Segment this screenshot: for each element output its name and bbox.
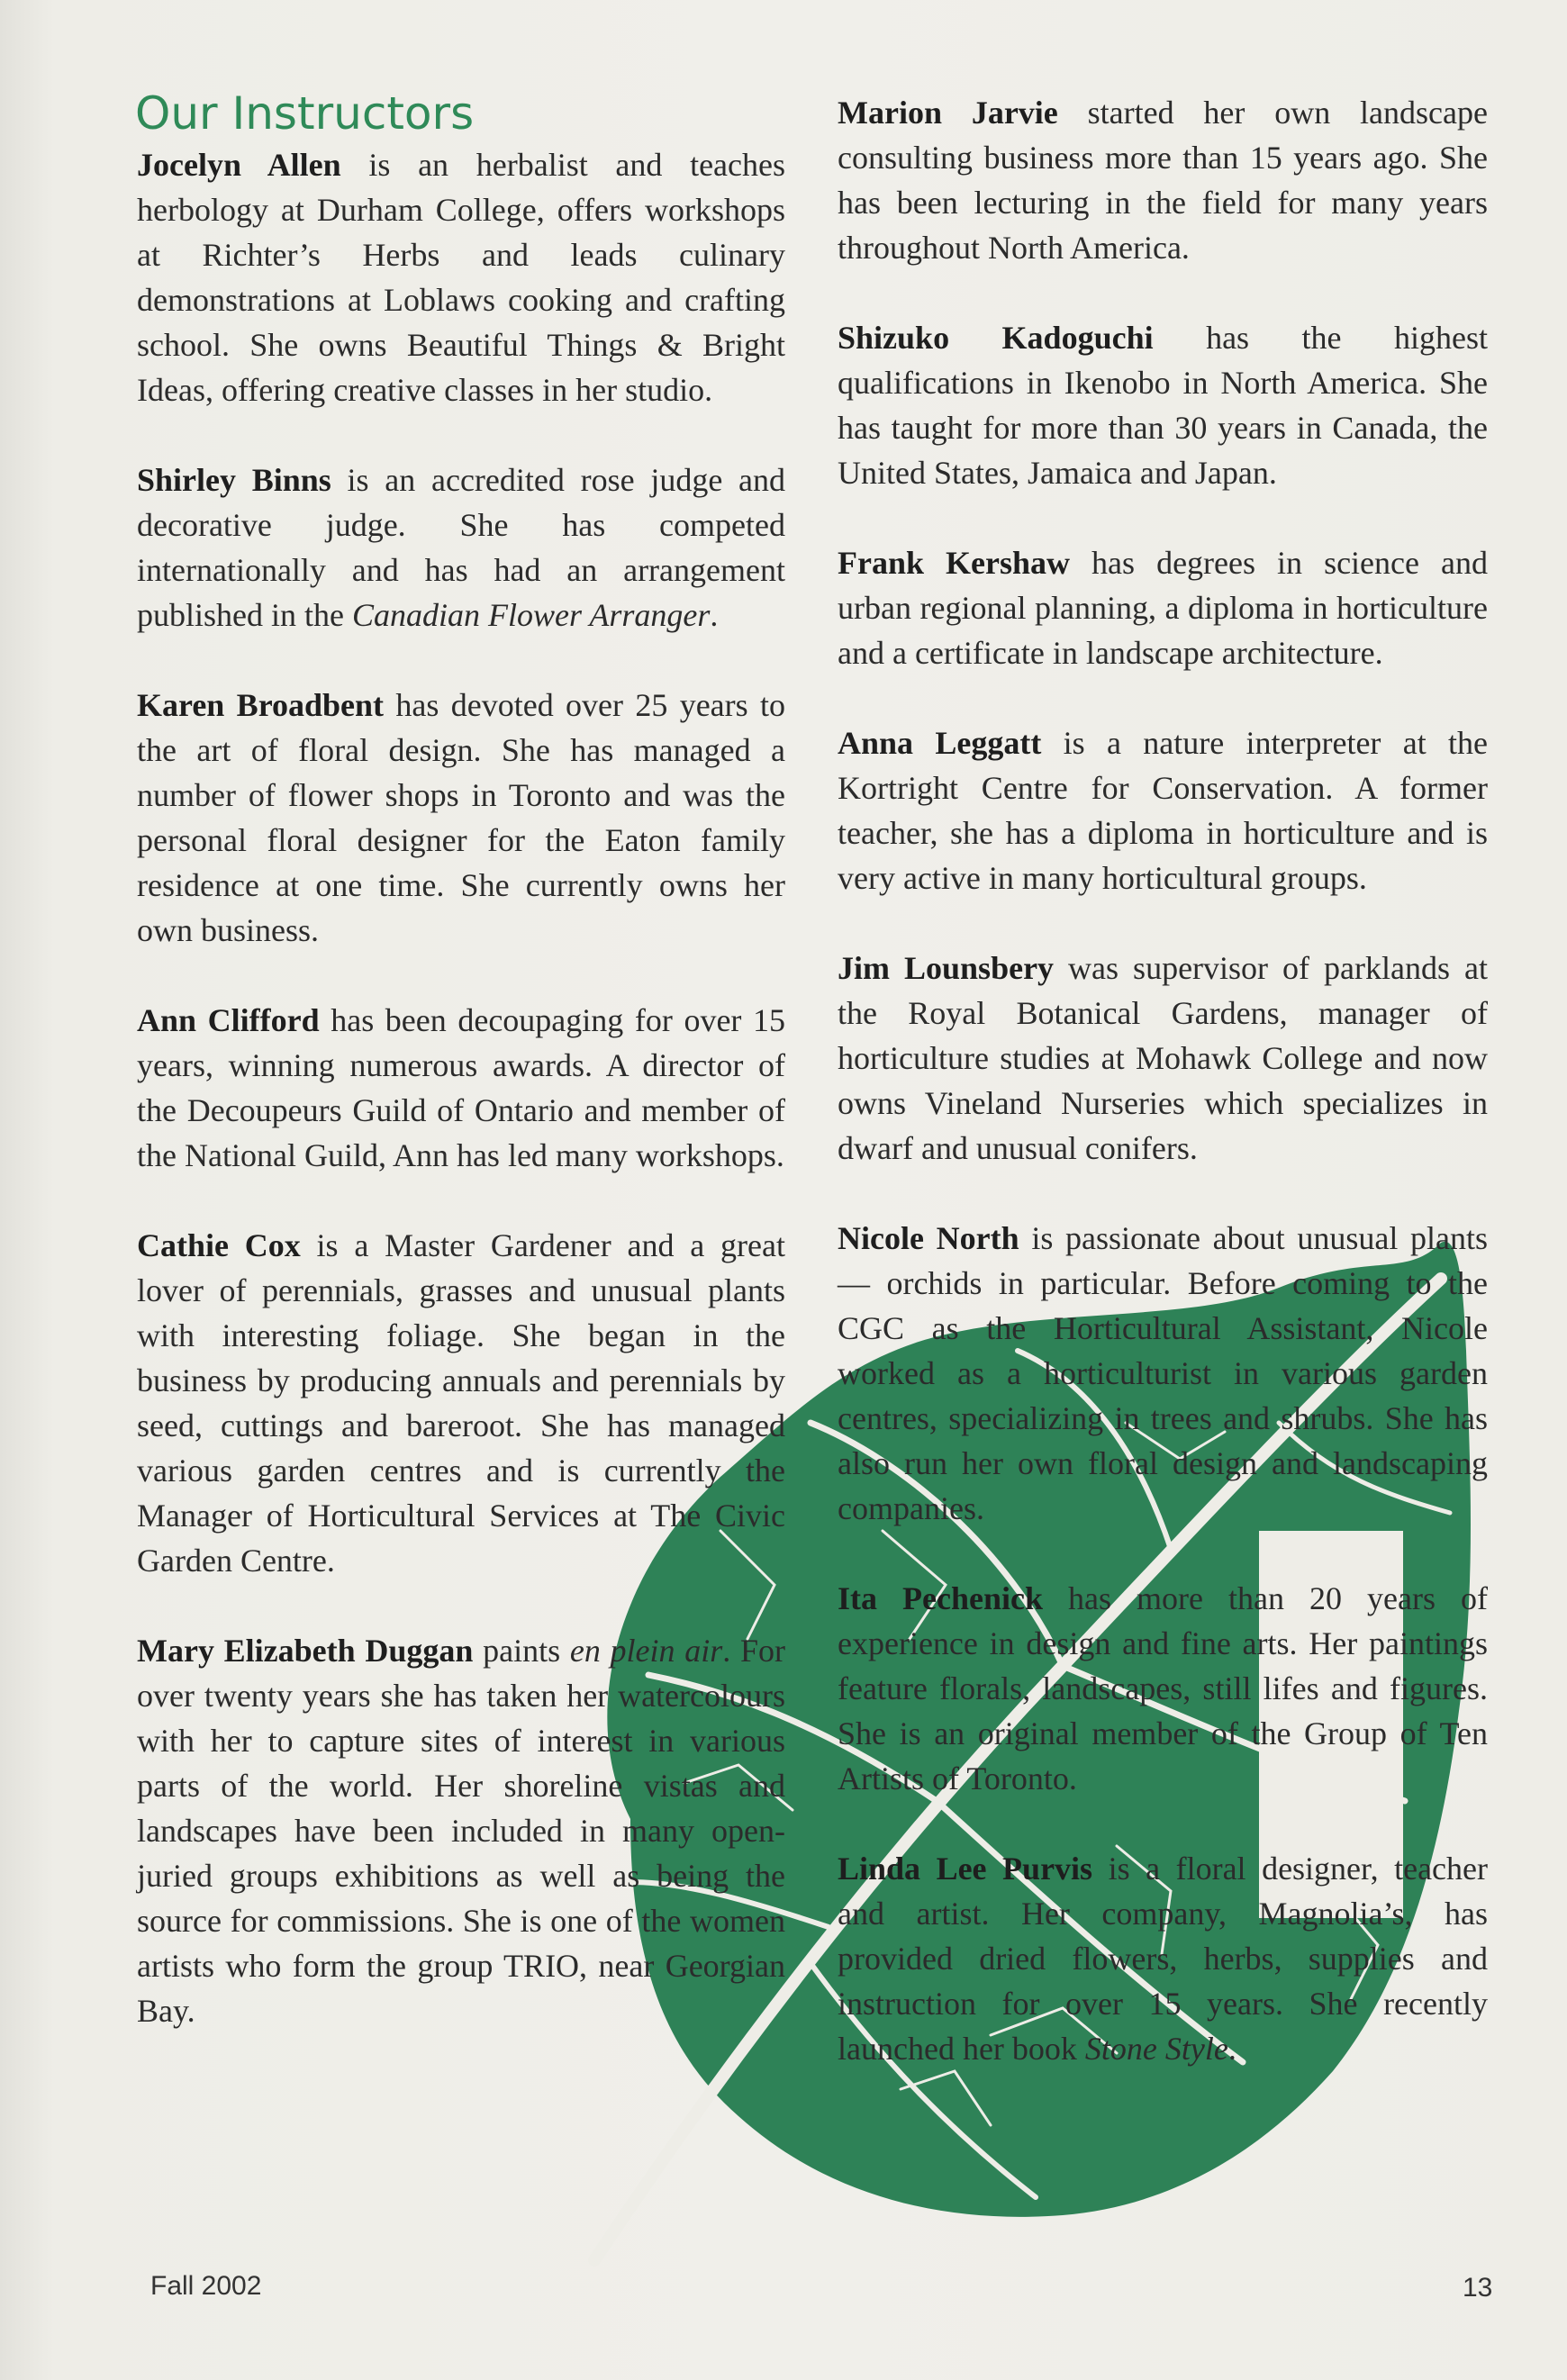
instructor-name: Mary Elizabeth Duggan <box>137 1633 474 1669</box>
instructor-description: has been decoupaging for over 15 years, winning numerous awards. A director of the Decoupeurs Guild of Ontario and member of the National Guild, Ann has led many workshops. <box>137 1002 786 1173</box>
publication-title: Canadian Flower Arranger <box>351 597 711 633</box>
instructor-bio <box>838 315 1488 495</box>
instructor-name: Karen Broadbent <box>137 687 385 723</box>
instructor-name: Ita Pechenick <box>838 1580 1043 1616</box>
instructor-description: was supervisor of parklands at the Royal Botanical Gardens, manager of horticulture studies at Mohawk College and now owns Vineland Nurseries which specializes in dwarf and unusual conifers. <box>838 950 1488 1166</box>
instructor-name: Linda Lee Purvis <box>838 1851 1093 1887</box>
instructor-bio <box>137 457 785 638</box>
instructor-name: Shizuko Kadoguchi <box>838 320 1154 356</box>
instructor-name: Jocelyn Allen <box>137 147 341 183</box>
instructor-description: is a floral designer, teacher and artist. Her company, Magnolia’s, has provided dried flowers, herbs, supplies and instruction for over 15 years. She recently launched her book <box>838 1851 1488 2067</box>
instructor-bio <box>838 946 1488 1171</box>
instructor-bio <box>137 683 785 953</box>
page-title: Our Instructors <box>135 87 475 140</box>
instructor-description: . <box>1227 2031 1236 2067</box>
instructor-name: Jim Lounsbery <box>838 950 1055 986</box>
italic-phrase: en plein air <box>569 1633 723 1669</box>
instructor-description: . For over twenty years she has taken her watercolours with her to capture sites of interest in various parts of the world. Her shoreline vistas and landscapes have been included in many open-juried groups exhibitions as well as being the source for commissions. She is one of the women artists who form the group TRIO, near Georgian Bay. <box>137 1633 785 2029</box>
instructor-bio <box>137 998 785 1178</box>
instructor-description: is an accredited rose judge and decorative judge. She has competed internationally and has had an arrangement published in the <box>137 462 786 633</box>
instructor-bio <box>838 1576 1488 1801</box>
instructor-description: started her own landscape consulting business more than 15 years ago. She has been lecturing in the field for many years throughout North America. <box>838 95 1488 266</box>
right-column <box>838 90 1488 2116</box>
page-number: 13 <box>1463 2273 1493 2303</box>
instructor-description: has degrees in science and urban regional planning, a diploma in horticulture and a certificate in landscape architecture. <box>838 545 1489 671</box>
instructor-name: Shirley Binns <box>137 462 331 498</box>
instructor-bio <box>838 720 1488 900</box>
instructor-description: is an herbalist and teaches herbology at Durham College, offers workshops at Richter’s Herbs and leads culinary demonstrations at Loblaws cooking and crafting school. She owns Beautiful Things & Bright Ideas, offering creative classes in her studio. <box>137 147 785 408</box>
instructor-bio <box>838 1216 1488 1531</box>
instructor-description: is a Master Gardener and a great lover of perennials, grasses and unusual plants with interesting foliage. She began in the business by producing annuals and perennials by seed, cuttings and bareroot. She has managed various garden centres and is currently the Manager of Horticultural Services at The Civic Garden Centre. <box>137 1227 785 1579</box>
left-column <box>137 142 785 2078</box>
instructor-description: is passionate about unusual plants — orchids in particular. Before coming to the CGC as the Horticultural Assistant, Nicole worked as a horticulturist in various garden centres, specializing in trees and shrubs. She has also run her own floral design and landscaping companies. <box>838 1220 1488 1526</box>
instructor-bio <box>137 142 785 412</box>
instructor-description: has the highest qualifications in Ikenobo in North America. She has taught for more than 30 years in Canada, the United States, Jamaica and Japan. <box>838 320 1488 491</box>
instructor-name: Cathie Cox <box>137 1227 301 1263</box>
instructor-description: has more than 20 years of experience in design and fine arts. Her paintings feature florals, landscapes, still lifes and figures. She is an original member of the Group of Ten Artists of Toronto. <box>838 1580 1489 1796</box>
instructor-name: Marion Jarvie <box>838 95 1058 131</box>
instructor-bio <box>137 1628 785 2033</box>
instructor-description: paints <box>473 1633 570 1669</box>
instructor-name: Ann Clifford <box>137 1002 320 1038</box>
instructor-name: Anna Leggatt <box>838 725 1042 761</box>
instructor-name: Frank Kershaw <box>838 545 1071 581</box>
instructor-bio <box>838 90 1488 270</box>
instructor-description: is a nature interpreter at the Kortright Centre for Conservation. A former teacher, she has a diploma in horticulture and is very active in many horticultural groups. <box>838 725 1488 896</box>
instructor-name: Nicole North <box>838 1220 1019 1256</box>
instructor-bio <box>137 1223 785 1583</box>
issue-label: Fall 2002 <box>150 2271 262 2301</box>
instructor-description: has devoted over 25 years to the art of floral design. She has managed a number of flower shops in Toronto and was the personal floral designer for the Eaton family residence at one time. She currently owns her own business. <box>137 687 786 948</box>
instructor-description: . <box>710 597 719 633</box>
book-title: Stone Style <box>1084 2031 1228 2067</box>
instructor-bio <box>838 1846 1488 2071</box>
instructor-bio <box>838 540 1488 675</box>
